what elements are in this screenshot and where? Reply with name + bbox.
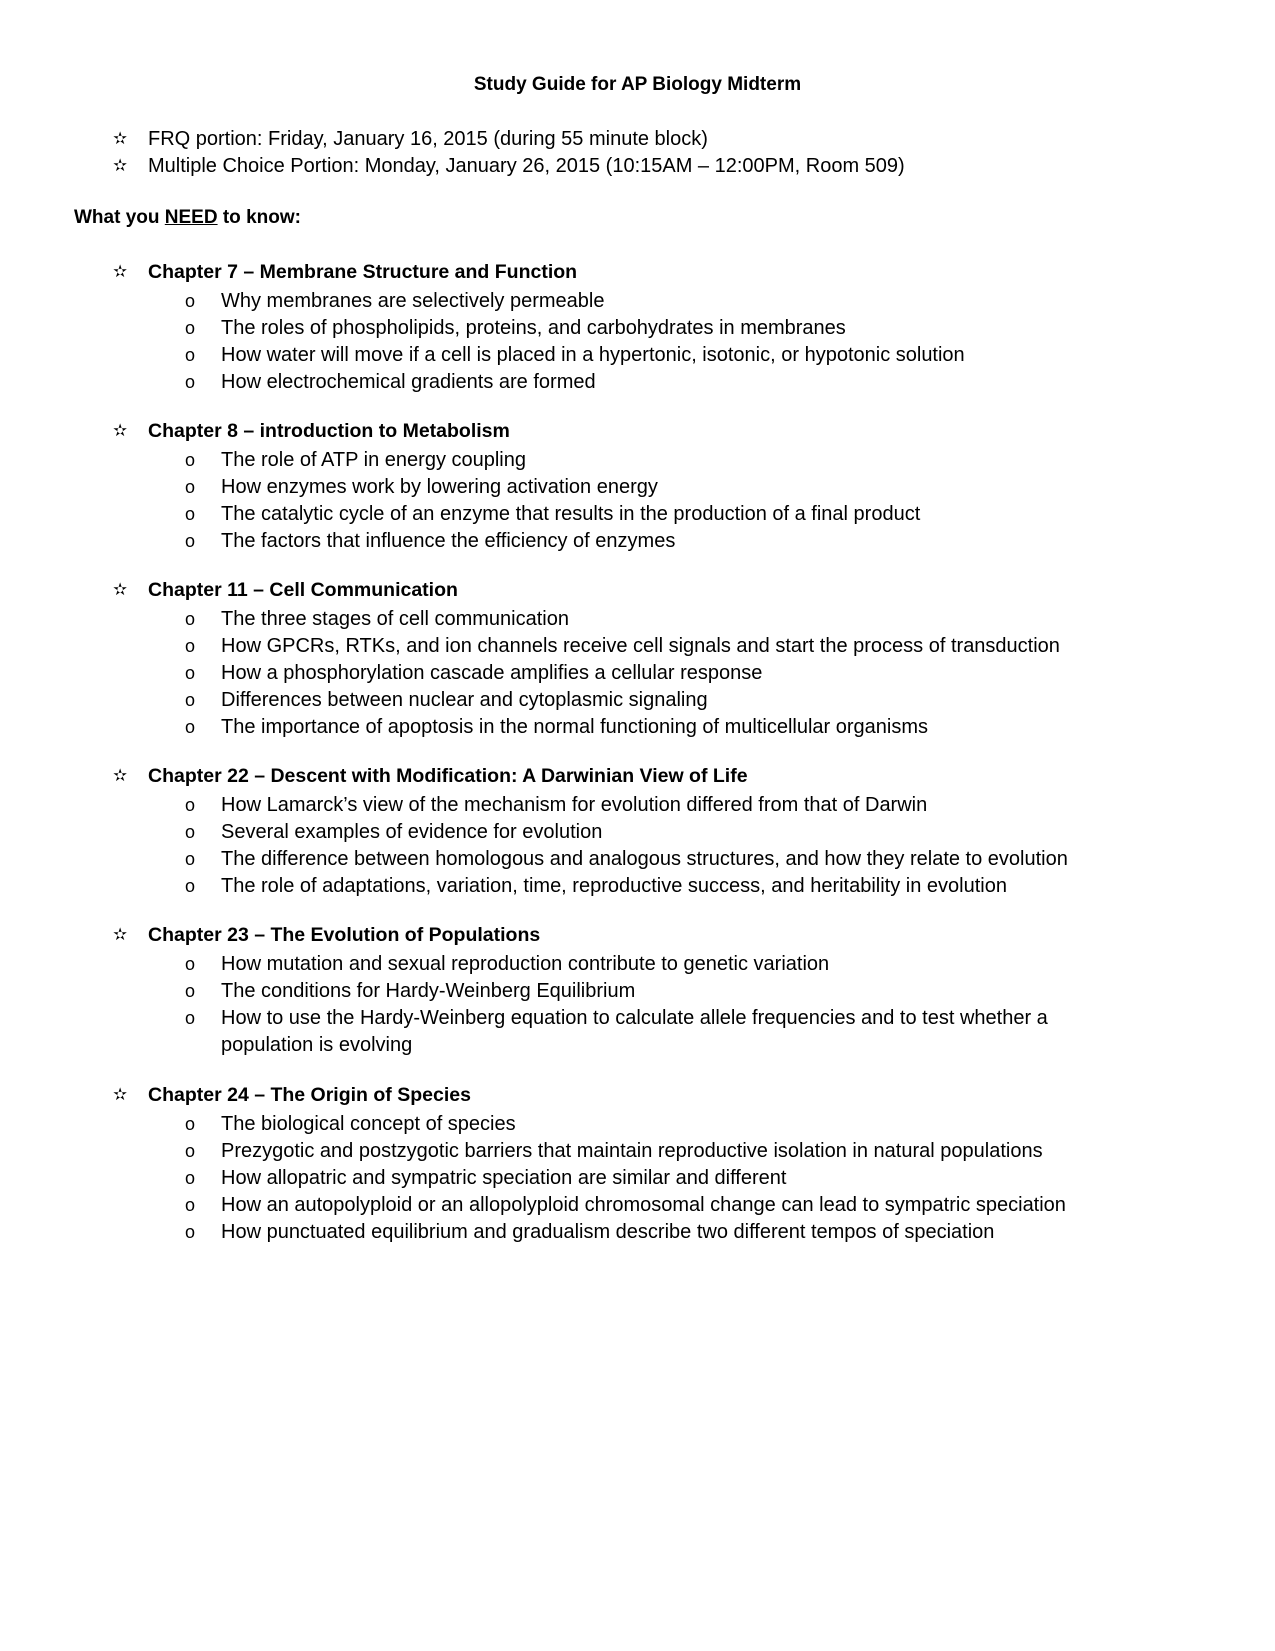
list-item (0, 1192, 1275, 1219)
star-icon: ✫ (113, 262, 128, 282)
chapter-title: Chapter 22 – Descent with Modification: A Darwinian View of Life (148, 765, 748, 787)
chapter-heading (0, 261, 1275, 288)
bullet-circle-icon: o (185, 849, 196, 869)
bullet-circle-icon: o (185, 345, 196, 365)
list-item (0, 288, 1275, 315)
bullet-circle-icon: o (185, 1168, 196, 1188)
list-item (0, 369, 1275, 396)
list-item (0, 633, 1275, 660)
list-item-text: Prezygotic and postzygotic barriers that maintain reproductive isolation in natural populations (221, 1140, 1043, 1162)
bullet-circle-icon: o (185, 609, 196, 629)
bullet-circle-icon: o (185, 663, 196, 683)
need-to-know-heading (74, 207, 301, 229)
star-icon: ✫ (113, 766, 128, 786)
list-item (0, 1165, 1275, 1192)
chapter-heading (0, 579, 1275, 606)
heading-prefix: What you (74, 207, 165, 228)
list-item (0, 501, 1275, 528)
list-item (0, 315, 1275, 342)
list-item (0, 1111, 1275, 1138)
list-item-text: How allopatric and sympatric speciation are similar and different (221, 1167, 787, 1189)
bullet-circle-icon: o (185, 372, 196, 392)
chapter-title: Chapter 24 – The Origin of Species (148, 1084, 471, 1106)
heading-suffix: to know: (217, 207, 301, 228)
list-item (0, 792, 1275, 819)
document-title: Study Guide for AP Biology Midterm (473, 74, 802, 95)
bullet-circle-icon: o (185, 795, 196, 815)
chapter-title: Chapter 8 – introduction to Metabolism (148, 420, 510, 442)
chapter-section (0, 1084, 1275, 1246)
list-item-text: How to use the Hardy-Weinberg equation to calculate allele frequencies and to test whether a population is evolving (221, 1007, 1048, 1056)
list-item-text: The difference between homologous and analogous structures, and how they relate to evolution (221, 848, 1068, 870)
bullet-circle-icon: o (185, 876, 196, 896)
chapter-heading (0, 765, 1275, 792)
bullet-circle-icon: o (185, 318, 196, 338)
star-icon: ✫ (113, 156, 128, 176)
list-item (0, 873, 1275, 900)
chapter-title: Chapter 11 – Cell Communication (148, 579, 458, 601)
list-item-text: The role of adaptations, variation, time, reproductive success, and heritability in evolution (221, 875, 1007, 897)
bullet-circle-icon: o (185, 477, 196, 497)
exam-item-text: FRQ portion: Friday, January 16, 2015 (during 55 minute block) (148, 128, 708, 150)
star-icon: ✫ (113, 925, 128, 945)
bullet-circle-icon: o (185, 690, 196, 710)
star-icon: ✫ (113, 129, 128, 149)
list-item (0, 687, 1275, 714)
bullet-circle-icon: o (185, 717, 196, 737)
list-item-text: How electrochemical gradients are formed (221, 371, 596, 393)
list-item-text: How water will move if a cell is placed in a hypertonic, isotonic, or hypotonic solution (221, 344, 965, 366)
list-item-text: The three stages of cell communication (221, 608, 569, 630)
list-item-text: How an autopolyploid or an allopolyploid chromosomal change can lead to sympatric speciation (221, 1194, 1066, 1216)
list-item (0, 1138, 1275, 1165)
bullet-circle-icon: o (185, 954, 196, 974)
list-item-text: The biological concept of species (221, 1113, 516, 1135)
list-item (0, 951, 1275, 978)
list-item-text: The factors that influence the efficiency of enzymes (221, 530, 676, 552)
list-item-text: The catalytic cycle of an enzyme that results in the production of a final product (221, 503, 921, 525)
list-item-text: How a phosphorylation cascade amplifies a cellular response (221, 662, 763, 684)
list-item (0, 978, 1275, 1005)
chapter-heading (0, 420, 1275, 447)
list-item (0, 474, 1275, 501)
list-item-text: How Lamarck’s view of the mechanism for evolution differed from that of Darwin (221, 794, 928, 816)
star-icon: ✫ (113, 421, 128, 441)
chapter-section (0, 765, 1275, 900)
list-item-text: How punctuated equilibrium and gradualism describe two different tempos of speciation (221, 1221, 995, 1243)
list-item-text: The importance of apoptosis in the normal functioning of multicellular organisms (221, 716, 929, 738)
list-item (0, 819, 1275, 846)
chapter-section (0, 924, 1275, 1059)
bullet-circle-icon: o (185, 1222, 196, 1242)
chapter-title: Chapter 7 – Membrane Structure and Function (148, 261, 578, 283)
exam-schedule-list (0, 128, 1275, 182)
list-item (0, 447, 1275, 474)
list-item (0, 660, 1275, 687)
exam-item-frq (0, 128, 1275, 155)
chapter-heading (0, 924, 1275, 951)
list-item (0, 1005, 1275, 1059)
bullet-circle-icon: o (185, 981, 196, 1001)
bullet-circle-icon: o (185, 1141, 196, 1161)
bullet-circle-icon: o (185, 1008, 196, 1028)
heading-emphasis: NEED (164, 207, 218, 228)
chapter-heading (0, 1084, 1275, 1111)
list-item (0, 528, 1275, 555)
chapter-section (0, 579, 1275, 741)
star-icon: ✫ (113, 1085, 128, 1105)
bullet-circle-icon: o (185, 291, 196, 311)
list-item-text: Several examples of evidence for evolution (221, 821, 603, 843)
star-icon: ✫ (113, 580, 128, 600)
list-item-text: Differences between nuclear and cytoplasmic signaling (221, 689, 708, 711)
chapter-section (0, 261, 1275, 396)
list-item (0, 714, 1275, 741)
bullet-circle-icon: o (185, 1195, 196, 1215)
bullet-circle-icon: o (185, 822, 196, 842)
list-item (0, 342, 1275, 369)
list-item-text: The role of ATP in energy coupling (221, 449, 526, 471)
list-item-text: The conditions for Hardy-Weinberg Equilibrium (221, 980, 636, 1002)
list-item (0, 1219, 1275, 1246)
exam-item-multiple-choice (0, 155, 1275, 182)
list-item-text: Why membranes are selectively permeable (221, 290, 605, 312)
chapter-title: Chapter 23 – The Evolution of Populations (148, 924, 541, 946)
bullet-circle-icon: o (185, 1114, 196, 1134)
list-item (0, 606, 1275, 633)
list-item-text: How mutation and sexual reproduction contribute to genetic variation (221, 953, 830, 975)
list-item-text: How GPCRs, RTKs, and ion channels receive cell signals and start the process of transduction (221, 635, 1060, 657)
list-item-text: How enzymes work by lowering activation energy (221, 476, 658, 498)
list-item (0, 846, 1275, 873)
bullet-circle-icon: o (185, 636, 196, 656)
bullet-circle-icon: o (185, 531, 196, 551)
bullet-circle-icon: o (185, 450, 196, 470)
list-item-text: The roles of phospholipids, proteins, and carbohydrates in membranes (221, 317, 846, 339)
bullet-circle-icon: o (185, 504, 196, 524)
chapter-section (0, 420, 1275, 555)
exam-item-text: Multiple Choice Portion: Monday, January 26, 2015 (10:15AM – 12:00PM, Room 509) (148, 155, 905, 177)
